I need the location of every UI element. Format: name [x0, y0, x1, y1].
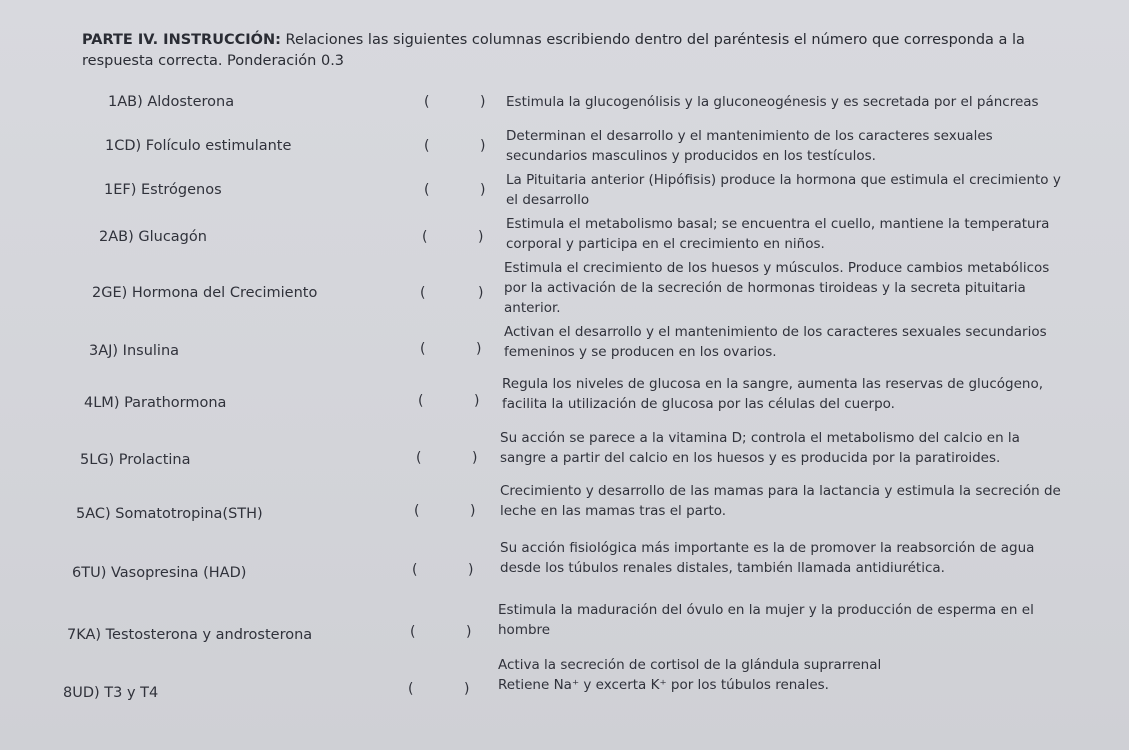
description-line: Estimula el crecimiento de los huesos y músculos. Produce cambios metabólicos	[504, 260, 1050, 276]
hormone-label: 1EF) Estrógenos	[104, 182, 222, 198]
answer-close-paren: )	[478, 285, 484, 301]
answer-open-paren: (	[420, 341, 426, 357]
description-line: desde los túbulos renales distales, también llamada antidiurética.	[500, 560, 945, 576]
description-line: Activan el desarrollo y el mantenimiento de los caracteres sexuales secundarios	[504, 324, 1047, 340]
hormone-label: 5LG) Prolactina	[80, 452, 191, 468]
answer-open-paren: (	[422, 229, 428, 245]
answer-close-paren: )	[474, 393, 480, 409]
answer-close-paren: )	[464, 681, 470, 697]
instructions	[82, 30, 1092, 72]
answer-open-paren: (	[424, 182, 430, 198]
description-line: por la activación de la secreción de hormonas tiroideas y la secreta pituitaria	[504, 280, 1026, 296]
description	[506, 170, 1096, 210]
answer-close-paren: )	[472, 450, 478, 466]
description	[500, 481, 1090, 521]
description	[506, 92, 1096, 112]
hormone-label: 2GE) Hormona del Crecimiento	[92, 285, 318, 301]
hormone-label: 6TU) Vasopresina (HAD)	[72, 565, 247, 581]
description	[506, 214, 1096, 254]
hormone-label: 4LM) Parathormona	[84, 395, 227, 411]
hormone-label: 1CD) Folículo estimulante	[105, 138, 292, 154]
answer-close-paren: )	[480, 138, 486, 154]
answer-open-paren: (	[410, 624, 416, 640]
description-line: leche en las mamas tras el parto.	[500, 503, 727, 519]
answer-close-paren: )	[480, 94, 486, 110]
hormone-label: 1AB) Aldosterona	[108, 94, 235, 110]
instruction-text: Relaciones las siguientes columnas escribiendo dentro del paréntesis el número que corresponda a la respuesta correcta. Ponderación 0.3	[82, 32, 1025, 69]
description-line: Estimula la glucogenólisis y la gluconeogénesis y es secretada por el páncreas	[506, 94, 1039, 110]
description	[504, 258, 1094, 318]
answer-open-paren: (	[424, 138, 430, 154]
hormone-label: 7KA) Testosterona y androsterona	[67, 627, 313, 643]
description-line: Estimula la maduración del óvulo en la mujer y la producción de esperma en el	[498, 602, 1034, 618]
answer-close-paren: )	[478, 229, 484, 245]
answer-open-paren: (	[418, 393, 424, 409]
description-line: Su acción fisiológica más importante es la de promover la reabsorción de agua	[500, 540, 1035, 556]
description-line: Activa la secreción de cortisol de la glándula suprarrenal	[498, 657, 882, 673]
description-line: femeninos y se producen en los ovarios.	[504, 344, 777, 360]
description-line: hombre	[498, 622, 551, 638]
answer-open-paren: (	[412, 562, 418, 578]
description-line: el desarrollo	[506, 192, 590, 208]
description-line: Regula los niveles de glucosa en la sangre, aumenta las reservas de glucógeno,	[502, 376, 1043, 392]
answer-close-paren: )	[476, 341, 482, 357]
answer-open-paren: (	[408, 681, 414, 697]
hormone-label: 8UD) T3 y T4	[63, 685, 159, 701]
answer-close-paren: )	[468, 562, 474, 578]
description-line: secundarios masculinos y producidos en los testículos.	[506, 148, 876, 164]
description	[506, 126, 1096, 166]
description-line: Determinan el desarrollo y el mantenimiento de los caracteres sexuales	[506, 128, 993, 144]
description	[504, 322, 1094, 362]
description-line: Su acción se parece a la vitamina D; controla el metabolismo del calcio en la	[500, 430, 1020, 446]
answer-open-paren: (	[414, 503, 420, 519]
description	[500, 428, 1090, 468]
answer-open-paren: (	[424, 94, 430, 110]
description-line: facilita la utilización de glucosa por las células del cuerpo.	[502, 396, 895, 412]
answer-close-paren: )	[466, 624, 472, 640]
description	[498, 655, 1088, 695]
hormone-label: 5AC) Somatotropina(STH)	[76, 506, 263, 522]
part-title: PARTE IV. INSTRUCCIÓN:	[82, 32, 281, 48]
answer-close-paren: )	[480, 182, 486, 198]
answer-close-paren: )	[470, 503, 476, 519]
description-line: Estimula el metabolismo basal; se encuentra el cuello, mantiene la temperatura	[506, 216, 1050, 232]
description	[498, 600, 1088, 640]
answer-open-paren: (	[420, 285, 426, 301]
description	[500, 538, 1090, 578]
description-line: Crecimiento y desarrollo de las mamas para la lactancia y estimula la secreción de	[500, 483, 1061, 499]
hormone-label: 2AB) Glucagón	[99, 229, 207, 245]
description-line: La Pituitaria anterior (Hipófisis) produce la hormona que estimula el crecimiento y	[506, 172, 1061, 188]
description-line: Retiene Na⁺ y excerta K⁺ por los túbulos renales.	[498, 677, 829, 693]
description-line: anterior.	[504, 300, 561, 316]
description-line: sangre a partir del calcio en los huesos y es producida por la paratiroides.	[500, 450, 1001, 466]
answer-open-paren: (	[416, 450, 422, 466]
hormone-label: 3AJ) Insulina	[89, 343, 180, 359]
description-line: corporal y participa en el crecimiento en niños.	[506, 236, 825, 252]
description	[502, 374, 1092, 414]
